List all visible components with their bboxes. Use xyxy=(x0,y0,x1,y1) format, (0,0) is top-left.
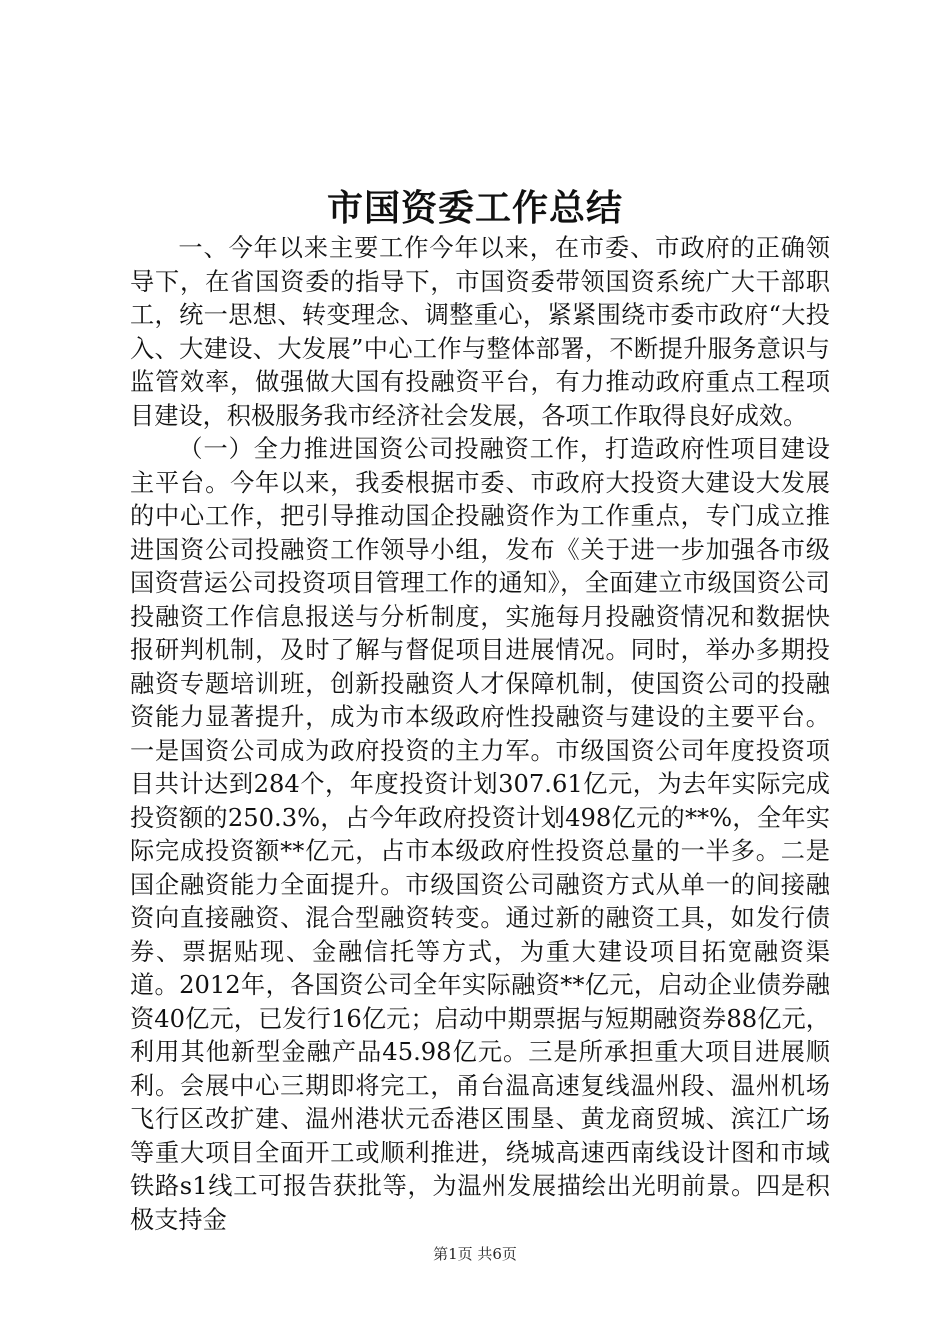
page-number: 第1页 共6页 xyxy=(433,1245,517,1263)
document-body xyxy=(130,232,830,1237)
paragraph: 一、今年以来主要工作今年以来，在市委、市政府的正确领导下，在省国资委的指导下，市国资委带领国资系统广大干部职工，统一思想、转变理念、调整重心，紧紧围绕市委市政府“大投入、大建设、大发展”中心工作与整体部署，不断提升服务意识与监管效率，做强做大国有投融资平台，有力推动政府重点工程项目建设，积极服务我市经济社会发展，各项工作取得良好成效。 xyxy=(130,234,830,430)
paragraph: （一）全力推进国资公司投融资工作，打造政府性项目建设主平台。今年以来，我委根据市委、市政府大投资大建设大发展的中心工作，把引导推动国企投融资作为工作重点，专门成立推进国资公司投融资工作领导小组，发布《关于进一步加强各市级国资营运公司投资项目管理工作的通知》，全面建立市级国资公司投融资工作信息报送与分析制度，实施每月投融资情况和数据快报研判机制，及时了解与督促项目进展情况。同时，举办多期投融资专题培训班，创新投融资人才保障机制，使国资公司的投融资能力显著提升，成为市本级政府性投融资与建设的主要平台。一是国资公司成为政府投资的主力军。市级国资公司年度投资项目共计达到284个，年度投资计划307.61亿元，为去年实际完成投资额的250.3%，占今年政府投资计划498亿元的**%，全年实际完成投资额**亿元，占市本级政府性投资总量的一半多。二是国企融资能力全面提升。市级国资公司融资方式从单一的间接融资向直接融资、混合型融资转变。通过新的融资工具，如发行债券、票据贴现、金融信托等方式，为重大建设项目拓宽融资渠道。2012年，各国资公司全年实际融资**亿元，启动企业债券融资40亿元，已发行16亿元；启动中期票据与短期融资券88亿元，利用其他新型金融产品45.98亿元。三是所承担重大项目进展顺利。会展中心三期即将完工，甬台温高速复线温州段、温州机场飞行区改扩建、温州港状元岙港区围垦、黄龙商贸城、滨江广场等重大项目全面开工或顺利推进，绕城高速西南线设计图和市域铁路s1线工可报告获批等，为温州发展描绘出光明前景。四是积极支持金 xyxy=(130,435,830,1234)
document-title: 市国资委工作总结 xyxy=(326,187,623,229)
